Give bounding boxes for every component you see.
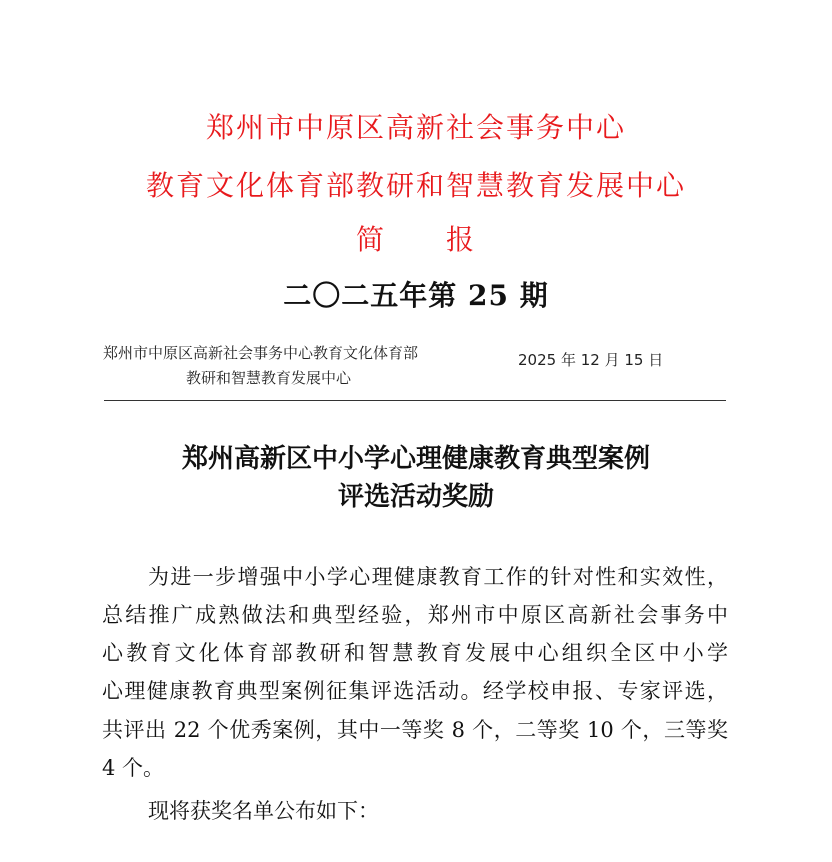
org-name-line2: 教育文化体育部教研和智慧教育发展中心 <box>145 169 686 202</box>
body-line: 心教育文化体育部教研和智慧教育发展中心组织全区中小学 <box>102 641 728 665</box>
body-line: 总结推广成熟做法和典型经验，郑州市中原区高新社会事务中 <box>102 603 728 627</box>
bulletin-heading: 简 报 <box>355 223 476 256</box>
org-name-line1: 郑州市中原区高新社会事务中心 <box>205 111 626 144</box>
issue-number: 二〇二五年第 25 期 <box>283 279 549 312</box>
article-title-line1: 郑州高新区中小学心理健康教育典型案例 <box>181 444 650 474</box>
body-line: 为进一步增强中小学心理健康教育工作的针对性和实效性， <box>148 565 728 589</box>
body-line: 现将获奖名单公布如下： <box>148 799 379 823</box>
issue-date: 2025 年 12 月 15 日 <box>518 351 664 369</box>
header-divider <box>104 400 726 401</box>
issuer-line1: 郑州市中原区高新社会事务中心教育文化体育部 <box>103 344 419 362</box>
body-line: 4 个。 <box>102 756 165 780</box>
body-line: 心理健康教育典型案例征集评选活动。经学校申报、专家评选， <box>102 679 728 703</box>
article-title-line2: 评选活动奖励 <box>337 482 494 512</box>
issuer-line2: 教研和智慧教育发展中心 <box>186 369 352 387</box>
body-line: 共评出 22 个优秀案例，其中一等奖 8 个，二等奖 10 个，三等奖 <box>102 718 728 742</box>
